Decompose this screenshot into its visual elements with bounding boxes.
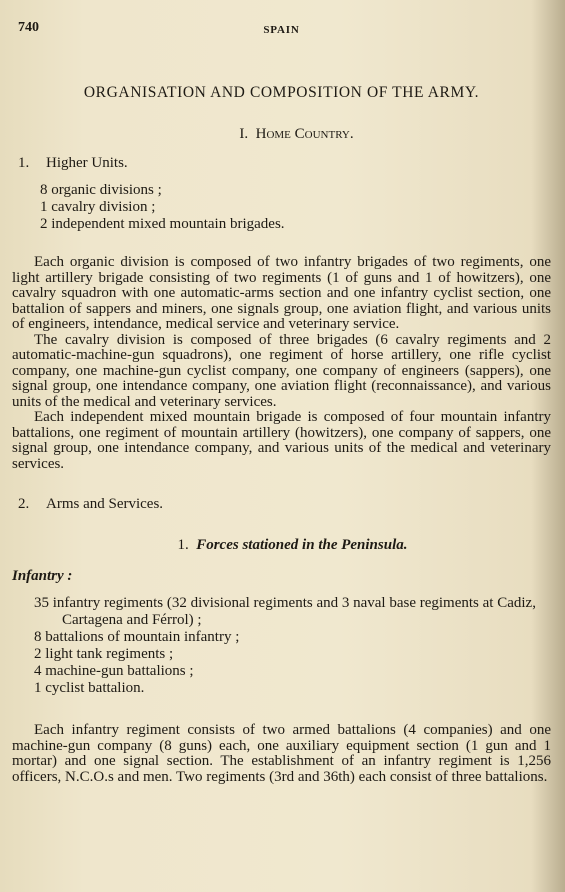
part-title: Home Country.: [255, 126, 354, 142]
paragraph: The cavalry division is composed of three brigades (6 cavalry regiments and 2 automatic-machine-gun squadrons), one regiment of horse artillery, one rifle cyclist company, one machine-gun cyclist company, one company of engineers (sappers), one signal group, one intendance company, one aviation flight (reconnaissance), and various units of the medical and veterinary services.: [12, 331, 551, 410]
list-item: 8 battalions of mountain infantry ;: [34, 629, 240, 645]
page-title: ORGANISATION AND COMPOSITION OF THE ARMY.: [83, 84, 480, 101]
list-item: 8 organic divisions ;: [40, 182, 162, 198]
running-head: SPAIN: [263, 24, 300, 36]
section-heading: [18, 496, 551, 513]
list-item: 2 independent mixed mountain brigades.: [40, 216, 285, 232]
list-item: 2 light tank regiments ;: [34, 646, 174, 662]
list-item: 1 cavalry division ;: [40, 199, 156, 215]
list-item: 1 cyclist battalion.: [34, 680, 145, 696]
paragraph: Each independent mixed mountain brigade is composed of four mountain infantry battalions, one regiment of mountain artillery (howitzers), one company of sappers, one signal group, one intendance company, and various units of the medical and veterinary services.: [12, 409, 551, 472]
higher-units-list: [40, 182, 551, 233]
part-number: I.: [239, 126, 249, 142]
section-number: 1.: [18, 155, 30, 171]
section-title: Arms and Services.: [46, 496, 164, 512]
subsection-title: Forces stationed in the Peninsula.: [196, 537, 408, 553]
section-number: 2.: [18, 496, 30, 512]
page-number: 740: [18, 20, 39, 35]
section-title: Higher Units.: [46, 155, 128, 171]
list-item: 4 machine-gun battalions ;: [34, 663, 194, 679]
section-heading: [18, 155, 551, 172]
list-item: 35 infantry regiments (32 divisional regiments and 3 naval base regiments at Cadiz, Cartagena and Férrol) ;: [34, 595, 536, 628]
infantry-list: [34, 595, 551, 697]
subsection-number: 1.: [177, 537, 189, 553]
page-header: [12, 18, 551, 46]
infantry-heading: Infantry :: [12, 568, 73, 584]
paragraph: Each organic division is composed of two infantry brigades of two regiments, one light artillery brigade consisting of two regiments (1 of guns and 1 of howitzers), one cavalry squadron with one automatic-arms section and one infantry cyclist section, one battalion of sappers and miners, one signals group, one aviation flight, and various units of engineers, intendance, medical service and veterinary service.: [12, 254, 551, 332]
part-heading: [42, 126, 551, 143]
paragraph: Each infantry regiment consists of two armed battalions (4 companies) and one machine-gun company (8 guns) each, one auxiliary equipment section (1 gun and 1 mortar) and one signal section. The establishment of an infantry regiment is 1,256 officers, N.C.O.s and men. Two regiments (3rd and 36th) each consist of three battalions.: [12, 722, 551, 785]
subsection-heading: [34, 537, 551, 554]
